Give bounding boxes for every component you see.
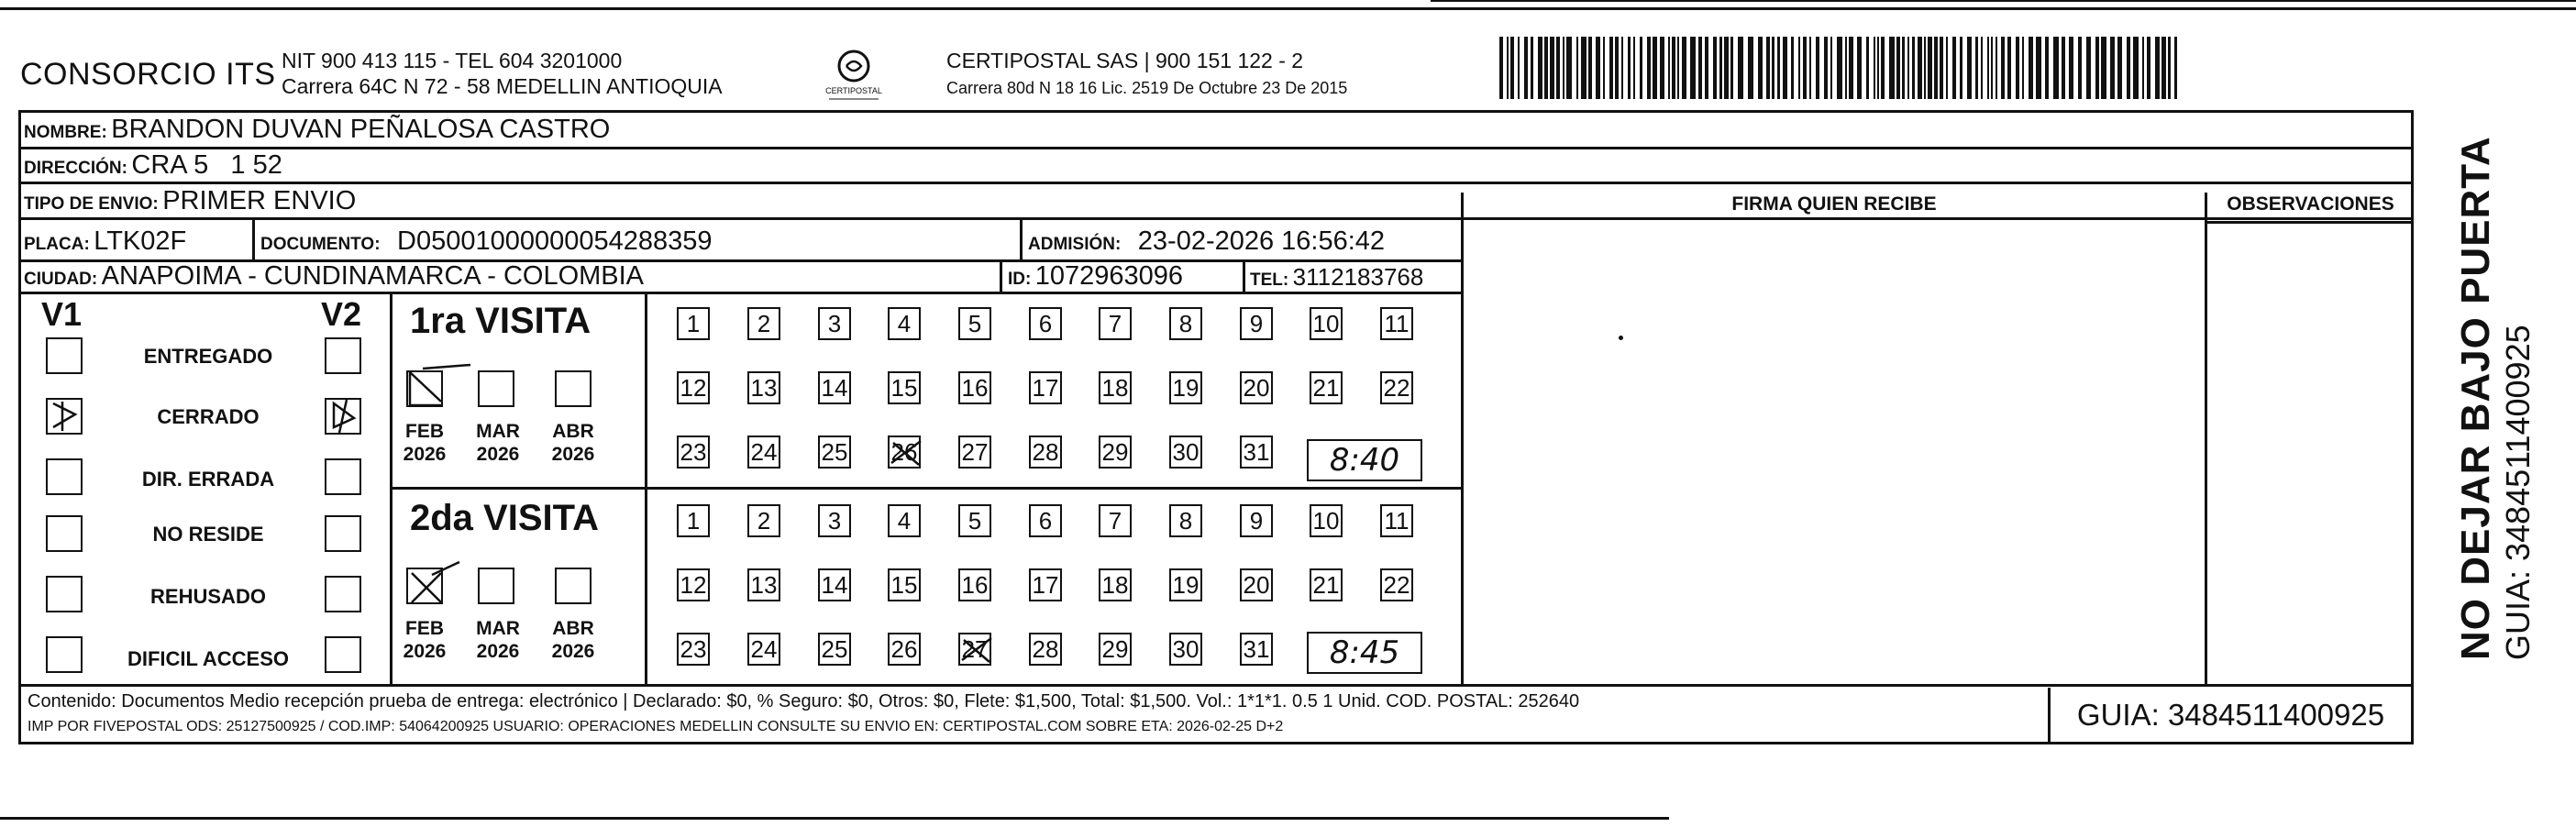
rule-obs — [2205, 221, 2414, 224]
carrier-license: Carrera 80d N 18 16 Lic. 2519 De Octubre 23 De 2015 — [946, 79, 1348, 97]
v2-checkbox-cerrado[interactable] — [325, 398, 361, 435]
signature-dot — [1619, 336, 1623, 340]
first-visit-day-10[interactable]: 10 — [1310, 307, 1343, 340]
second-visit-day-29[interactable]: 29 — [1099, 633, 1132, 666]
first-visit-day-26[interactable]: 26 — [888, 436, 921, 469]
company-info — [282, 48, 723, 99]
check-mark-icon — [48, 400, 81, 433]
second-visit-day-25[interactable]: 25 — [818, 633, 851, 666]
v1-checkbox-dificil-acceso[interactable] — [46, 636, 83, 673]
nombre-value: BRANDON DUVAN PEÑALOSA CASTRO — [111, 115, 611, 144]
first-visit-day-5[interactable]: 5 — [958, 307, 991, 340]
tipo-label: TIPO DE ENVIO: — [24, 194, 159, 214]
direccion-row — [24, 150, 282, 181]
second-visit-day-22[interactable]: 22 — [1380, 568, 1413, 601]
nit-line: NIT 900 413 115 - TEL 604 3201000 — [282, 49, 623, 72]
admision-divider — [1020, 220, 1023, 261]
second-visit-month-mar: MAR 2026 — [476, 618, 520, 662]
ciudad-label: CIUDAD: — [24, 270, 98, 289]
placa-divider — [252, 220, 255, 261]
second-visit-day-10[interactable]: 10 — [1310, 504, 1343, 537]
rule-nombre — [18, 147, 2414, 149]
rule-direccion — [18, 182, 2414, 184]
second-visit-day-27[interactable]: 27 — [958, 633, 991, 666]
bottom-border-line — [0, 817, 1669, 820]
tel-row — [1250, 263, 1423, 292]
col-firma-left — [1461, 193, 1464, 686]
placa-label: PLACA: — [24, 235, 90, 254]
first-visit-day-18[interactable]: 18 — [1099, 371, 1132, 404]
tipo-value: PRIMER ENVIO — [162, 186, 357, 215]
footer-print-info: IMP POR FIVEPOSTAL ODS: 25127500925 / COD.IMP: 54064200925 USUARIO: OPERACIONES MEDELLIN CONSULTE SU ENVIO EN: CERTIPOSTAL.COM SOBRE ETA: 2026-02-25 D+2 — [28, 719, 1284, 734]
first-visit-day-11[interactable]: 11 — [1380, 307, 1413, 340]
second-visit-day-11[interactable]: 11 — [1380, 504, 1413, 537]
first-visit-time[interactable]: 8:40 — [1307, 439, 1422, 481]
carrier-line: CERTIPOSTAL SAS | 900 151 122 - 2 — [946, 49, 1304, 72]
id-value: 1072963096 — [1034, 261, 1184, 291]
second-visit-day-21[interactable]: 21 — [1310, 568, 1343, 601]
rule-tipo — [18, 217, 2414, 220]
second-visit-day-16[interactable]: 16 — [958, 568, 991, 601]
v1-checkbox-rehusado[interactable] — [46, 576, 83, 612]
first-visit-day-3[interactable]: 3 — [818, 307, 851, 340]
status-label-cerrado: CERRADO — [157, 405, 260, 428]
second-visit-time[interactable]: 8:45 — [1307, 632, 1422, 674]
placa-value: LTK02F — [94, 226, 187, 256]
id-divider — [1000, 259, 1002, 293]
firma-header: FIRMA QUIEN RECIBE — [1731, 193, 1937, 215]
second-visit-day-5[interactable]: 5 — [958, 504, 991, 537]
first-visit-day-9[interactable]: 9 — [1240, 307, 1273, 340]
tel-divider — [1243, 259, 1245, 293]
second-visit-day-6[interactable]: 6 — [1029, 504, 1062, 537]
first-visit-day-22[interactable]: 22 — [1380, 371, 1413, 404]
second-visit-month-feb: FEB 2026 — [403, 618, 447, 662]
second-visit-day-18[interactable]: 18 — [1099, 568, 1132, 601]
carrier-info — [946, 48, 1347, 101]
second-visit-day-12[interactable]: 12 — [677, 568, 710, 601]
status-divider — [390, 292, 392, 686]
v1-header: V1 — [41, 295, 83, 333]
first-visit-day-29[interactable]: 29 — [1099, 436, 1132, 469]
documento-value: D05001000000054288359 — [397, 226, 713, 256]
first-visit-day-27[interactable]: 27 — [958, 436, 991, 469]
first-visit-day-7[interactable]: 7 — [1099, 307, 1132, 340]
first-visit-day-12[interactable]: 12 — [677, 371, 710, 404]
v1-checkbox-dir-errada[interactable] — [46, 458, 83, 495]
first-visit-month-abr: ABR 2026 — [551, 421, 595, 465]
first-visit-day-30[interactable]: 30 — [1169, 436, 1202, 469]
first-visit-day-13[interactable]: 13 — [747, 371, 780, 404]
first-visit-month-feb-checkbox[interactable] — [406, 370, 443, 407]
v2-checkbox-dir-errada[interactable] — [325, 458, 361, 495]
strike-mark-icon — [888, 436, 924, 472]
id-row — [1008, 261, 1183, 292]
footer-guia: GUIA: 3484511400925 — [2048, 688, 2411, 743]
second-visit-day-30[interactable]: 30 — [1169, 633, 1202, 666]
tel-label: TEL: — [1250, 270, 1289, 290]
company-name: CONSORCIO ITS — [20, 57, 276, 92]
tel-value: 3112183768 — [1292, 263, 1424, 291]
second-visit-day-3[interactable]: 3 — [818, 504, 851, 537]
direccion-value: CRA 5 1 52 — [131, 150, 282, 180]
barcode — [1499, 37, 2183, 99]
first-visit-day-15[interactable]: 15 — [888, 371, 921, 404]
rule-footer — [18, 684, 2414, 687]
first-visit-month-mar-checkbox[interactable] — [478, 370, 514, 407]
status-label-dificil-acceso: DIFICIL ACCESO — [127, 647, 289, 670]
v1-checkbox-entregado[interactable] — [46, 337, 83, 374]
certipostal-logo — [822, 46, 886, 110]
first-visit-month-feb: FEB 2026 — [403, 421, 447, 465]
v1-checkbox-no-reside[interactable] — [46, 515, 83, 552]
rule-ciudad — [18, 292, 1463, 294]
tipo-row — [24, 186, 356, 216]
second-visit-day-26[interactable]: 26 — [888, 633, 921, 666]
v1-checkbox-cerrado[interactable] — [46, 398, 83, 435]
status-label-entregado: ENTREGADO — [143, 345, 273, 368]
first-visit-day-20[interactable]: 20 — [1240, 371, 1273, 404]
v2-checkbox-rehusado[interactable] — [325, 576, 361, 612]
nombre-row — [24, 115, 610, 145]
check-mark-icon — [404, 361, 459, 407]
second-visit-month-mar-checkbox[interactable] — [478, 568, 514, 604]
admision-label: ADMISIÓN: — [1028, 235, 1122, 254]
second-visit-month-feb-checkbox[interactable] — [406, 568, 443, 604]
first-visit-day-4[interactable]: 4 — [888, 307, 921, 340]
observaciones-header: OBSERVACIONES — [2227, 193, 2394, 215]
first-visit-title: 1ra VISITA — [410, 301, 591, 341]
second-visit-day-14[interactable]: 14 — [818, 568, 851, 601]
second-visit-month-abr-checkbox[interactable] — [555, 568, 591, 604]
status-label-dir-errada: DIR. ERRADA — [141, 468, 275, 491]
first-visit-month-abr-checkbox[interactable] — [555, 370, 591, 407]
v2-header: V2 — [321, 295, 362, 333]
first-visit-day-8[interactable]: 8 — [1169, 307, 1202, 340]
logo-text: CERTIPOSTAL — [825, 86, 882, 95]
second-visit-day-8[interactable]: 8 — [1169, 504, 1202, 537]
first-visit-day-28[interactable]: 28 — [1029, 436, 1062, 469]
col-obs-left — [2205, 193, 2207, 686]
side-guia: GUIA: 3484511400925 — [2499, 325, 2537, 660]
first-visit-day-16[interactable]: 16 — [958, 371, 991, 404]
second-visit-day-2[interactable]: 2 — [747, 504, 780, 537]
status-label-no-reside: NO RESIDE — [152, 523, 264, 546]
strike-mark-icon — [958, 633, 995, 669]
second-visit-day-20[interactable]: 20 — [1240, 568, 1273, 601]
rule-visits — [390, 487, 1463, 490]
second-visit-month-abr: ABR 2026 — [551, 618, 595, 662]
v2-checkbox-no-reside[interactable] — [325, 515, 361, 552]
status-label-rehusado: REHUSADO — [150, 585, 266, 608]
first-visit-day-1[interactable]: 1 — [677, 307, 710, 340]
second-visit-day-19[interactable]: 19 — [1169, 568, 1202, 601]
footer-content: Contenido: Documentos Medio recepción prueba de entrega: electrónico | Declarado: $0, % Seguro: $0, Otros: $0, Flete: $1,500, Total: $1,500. Vol.: 1*1*1. 0.5 1 Unid. COD. POSTAL: 252640 — [28, 691, 1580, 711]
carrier-license-row — [946, 73, 1347, 101]
admision-value: 23-02-2026 16:56:42 — [1137, 226, 1386, 256]
top-border-line — [0, 7, 2576, 10]
first-visit-day-24[interactable]: 24 — [747, 436, 780, 469]
first-visit-day-19[interactable]: 19 — [1169, 371, 1202, 404]
check-mark-icon — [404, 558, 459, 604]
second-visit-day-17[interactable]: 17 — [1029, 568, 1062, 601]
documento-row — [260, 226, 713, 257]
second-visit-day-31[interactable]: 31 — [1240, 633, 1273, 666]
first-visit-day-23[interactable]: 23 — [677, 436, 710, 469]
placa-row — [24, 226, 186, 257]
second-visit-day-7[interactable]: 7 — [1099, 504, 1132, 537]
first-visit-day-25[interactable]: 25 — [818, 436, 851, 469]
first-visit-day-14[interactable]: 14 — [818, 371, 851, 404]
check-mark-icon — [326, 400, 359, 433]
side-text — [2453, 136, 2537, 660]
ciudad-value: ANAPOIMA - CUNDINAMARCA - COLOMBIA — [101, 261, 645, 291]
second-visit-day-23[interactable]: 23 — [677, 633, 710, 666]
first-visit-month-mar: MAR 2026 — [476, 421, 520, 465]
first-visit-day-31[interactable]: 31 — [1240, 436, 1273, 469]
top-edge-line — [1431, 0, 2576, 2]
direccion-label: DIRECCIÓN: — [24, 159, 127, 178]
second-visit-title: 2da VISITA — [410, 498, 599, 538]
first-visit-day-2[interactable]: 2 — [747, 307, 780, 340]
nombre-label: NOMBRE: — [24, 123, 107, 142]
second-visit-day-4[interactable]: 4 — [888, 504, 921, 537]
ciudad-row — [24, 261, 644, 292]
v2-checkbox-dificil-acceso[interactable] — [325, 636, 361, 673]
first-visit-day-17[interactable]: 17 — [1029, 371, 1062, 404]
second-visit-day-15[interactable]: 15 — [888, 568, 921, 601]
second-visit-day-1[interactable]: 1 — [677, 504, 710, 537]
first-visit-day-21[interactable]: 21 — [1310, 371, 1343, 404]
warning-text: NO DEJAR BAJO PUERTA — [2453, 136, 2498, 660]
v2-checkbox-entregado[interactable] — [325, 337, 361, 374]
documento-label: DOCUMENTO: — [260, 235, 381, 254]
second-visit-day-28[interactable]: 28 — [1029, 633, 1062, 666]
second-visit-day-13[interactable]: 13 — [747, 568, 780, 601]
first-visit-day-6[interactable]: 6 — [1029, 307, 1062, 340]
company-address: Carrera 64C N 72 - 58 MEDELLIN ANTIOQUIA — [282, 74, 723, 98]
second-visit-day-9[interactable]: 9 — [1240, 504, 1273, 537]
second-visit-day-24[interactable]: 24 — [747, 633, 780, 666]
id-label: ID: — [1008, 270, 1032, 289]
admision-row — [1028, 226, 1385, 257]
visit-divider — [645, 292, 647, 686]
